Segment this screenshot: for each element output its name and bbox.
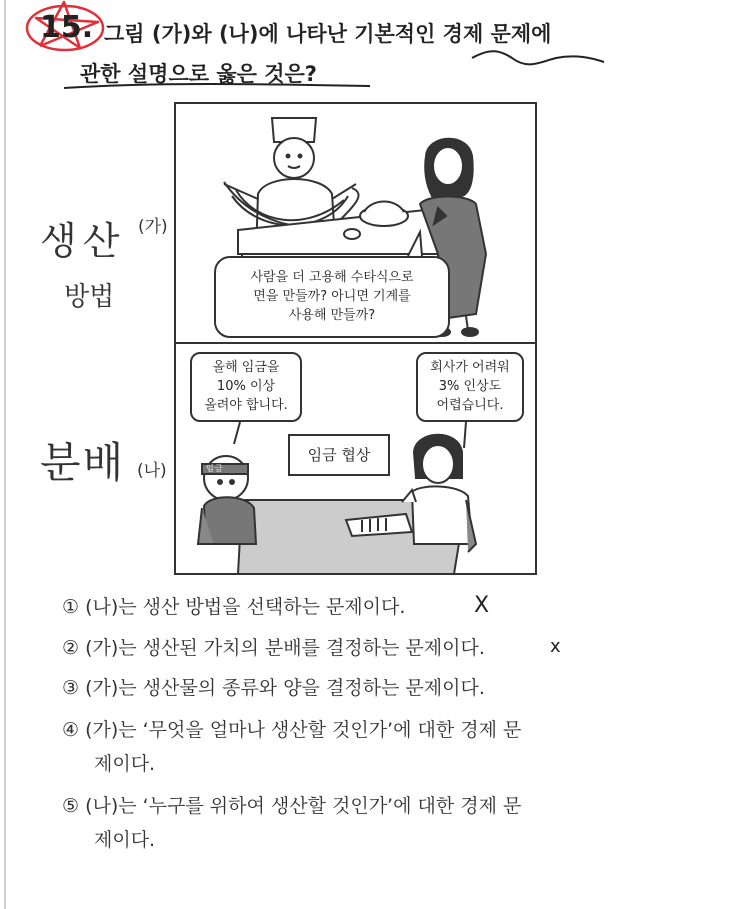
speech-bubble-ga — [214, 256, 450, 338]
bubble-ga-line-2: 면을 만들까? 아니면 기계를 — [253, 289, 411, 304]
wage-negotiation-sign: 임금 협상 — [288, 434, 390, 476]
bubble-manager-line-3: 어렵습니다. — [436, 398, 504, 413]
headband-text: 임금 — [206, 464, 224, 473]
bubble-ga-line-3: 사용해 만들까? — [288, 308, 376, 323]
bubble-manager-line-1: 회사가 어려워 — [430, 360, 510, 375]
speech-bubble-worker — [190, 352, 302, 422]
choice-4[interactable]: ④ (가)는 ‘무엇을 얼마나 생산할 것인가’에 대한 경제 문 — [62, 719, 522, 741]
panel-label-na: (나) — [137, 461, 167, 481]
bubble-worker-line-1: 올해 임금을 — [212, 360, 280, 375]
handwritten-x-mark-1: X — [474, 593, 490, 618]
handwritten-x-mark-2: x — [550, 636, 561, 657]
handwritten-method-note: 방법 — [64, 282, 115, 312]
question-number: 15. — [40, 10, 94, 45]
choice-1[interactable]: ① (나)는 생산 방법을 선택하는 문제이다. — [62, 596, 406, 618]
choice-5-continuation: 제이다. — [94, 829, 156, 851]
bubble-manager-line-2: 3% 인상도 — [438, 379, 502, 394]
bubble-worker-line-3: 올려야 합니다. — [204, 398, 288, 413]
page-left-border — [4, 0, 6, 909]
manager-figure — [402, 435, 476, 552]
choice-2[interactable]: ② (가)는 생산된 가치의 분배를 결정하는 문제이다. — [62, 637, 485, 659]
bubble-worker-line-2: 10% 이상 — [216, 379, 276, 394]
handwritten-production-note: 생산 — [40, 219, 126, 263]
question-line-1: 그림 (가)와 (나)에 나타난 기본적인 경제 문제에 — [104, 22, 552, 46]
question-line-2: 관한 설명으로 옳은 것은? — [80, 62, 317, 86]
cartoon-illustration — [174, 102, 537, 575]
choice-3[interactable]: ③ (가)는 생산물의 종류와 양을 결정하는 문제이다. — [62, 677, 485, 699]
bubble-ga-line-1: 사람을 더 고용해 수타식으로 — [250, 270, 414, 285]
cartoon-drawings — [176, 104, 535, 573]
handwritten-underline-marks — [0, 0, 750, 100]
panel-label-ga: (가) — [138, 217, 168, 237]
choice-4-continuation: 제이다. — [94, 753, 156, 775]
choice-5[interactable]: ⑤ (나)는 ‘누구를 위하여 생산할 것인가’에 대한 경제 문 — [62, 795, 522, 817]
handwritten-distribution-note: 분배 — [40, 438, 126, 487]
speech-tail-manager-line — [464, 422, 466, 448]
panel-divider — [176, 342, 535, 344]
speech-tail-worker-line — [234, 422, 240, 444]
speech-bubble-manager — [416, 352, 524, 422]
